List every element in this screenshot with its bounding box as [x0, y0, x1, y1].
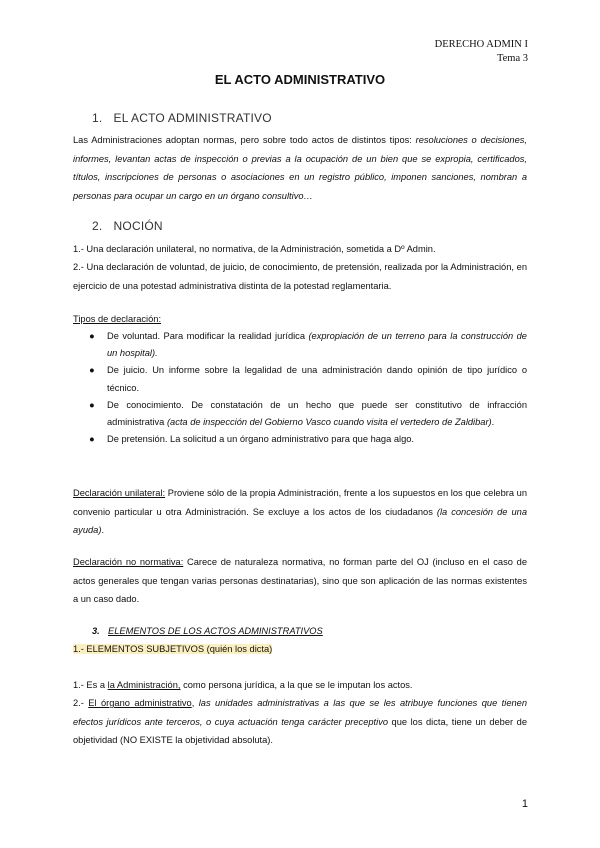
page-title: EL ACTO ADMINISTRATIVO: [214, 72, 386, 87]
unilateral-label: Declaración unilateral:: [73, 488, 166, 498]
section-3-heading: [92, 622, 323, 641]
section-1-number: 1.: [92, 111, 103, 125]
subjective-point-1: 1.- Es a la Administración, como persona jurídica, a la que se le imputan los actos.: [73, 680, 413, 690]
section-1-heading: [92, 111, 272, 125]
type-item-juicio: ● De juicio. Un informe sobre la legalidad de una administración dando opinión de tipo jurídico o técnico.: [89, 365, 527, 393]
section-2-heading: [92, 219, 163, 233]
section-3-title: ELEMENTOS DE LOS ACTOS ADMINISTRATIVOS: [108, 626, 323, 636]
section-1-paragraph: [73, 131, 527, 205]
section-3-number: 3.: [92, 626, 100, 636]
types-list: [73, 328, 527, 448]
type-item-voluntad: ● De voluntad. Para modificar la realidad jurídica (expropiación de un terreno para la construcción de un hospital).: [89, 331, 527, 359]
section-1-title: EL ACTO ADMINISTRATIVO: [113, 111, 272, 125]
header-course: DERECHO ADMIN I: [434, 39, 528, 50]
unilateral-paragraph: Declaración unilateral: Proviene sólo de la propia Administración, frente a los supuestos en los que celebra un convenio particular u otra Administración. Se excluye a los actos de los ciudadanos (la concesión de una ayuda).: [73, 488, 528, 536]
type-item-pretension: ● De pretensión. La solicitud a un órgano administrativo para que haga algo.: [89, 434, 414, 445]
section-1-intro: Las Administraciones adoptan normas, pero sobre todo actos de distintos tipos:: [73, 135, 416, 145]
header-topic: Tema 3: [496, 53, 528, 64]
notion-point-1: 1.- Una declaración unilateral, no normativa, de la Administración, sometida a Dº Admin.: [73, 244, 436, 254]
section-2-title: NOCIÓN: [113, 219, 163, 233]
page-number: 1: [521, 798, 528, 810]
type-item-conocimiento: ● De conocimiento. De constatación de un hecho que puede ser constitutivo de infracción administrativa (acta de inspección del Gobierno Vasco cuando visita el vertedero de Zaldibar).: [89, 399, 527, 428]
types-heading: Tipos de declaración:: [73, 314, 162, 324]
section-1-examples: resoluciones o decisiones, informes, levantan actas de inspección o previas a la ocupación de un bien que se expropia, certificados, títulos, inscripciones de personas o asociaciones en un registro público, imponen sanciones, nombran a personas para ocupar un cargo en un órgano consultivo…: [73, 135, 527, 201]
non-normative-paragraph: Declaración no normativa: Carece de naturaleza normativa, no forman parte del OJ (incluso en el caso de actos generales que tengan varias personas destinatarias), sino que son aplicación de las normas existentes a un caso dado.: [73, 557, 527, 605]
notion-point-2: 2.- Una declaración de voluntad, de juicio, de conocimiento, de pretensión, realizada por la Administración, en ejercicio de una potestad administrativa distinta de la potestad reglamentaria.: [73, 262, 527, 291]
subjective-point-2: 2.- El órgano administrativo, las unidades administrativas a las que se les atribuye funciones que tienen efectos jurídicos ante terceros, o cuya actuación tenga carácter preceptivo que los dicta, tiene un deber de objetividad (NO EXISTE la objetividad absoluta).: [73, 698, 527, 746]
section-2-number: 2.: [92, 219, 103, 233]
subjective-elements-heading: 1.- ELEMENTOS SUBJETIVOS (quién los dicta): [73, 644, 273, 654]
non-normative-label: Declaración no normativa:: [73, 557, 184, 567]
